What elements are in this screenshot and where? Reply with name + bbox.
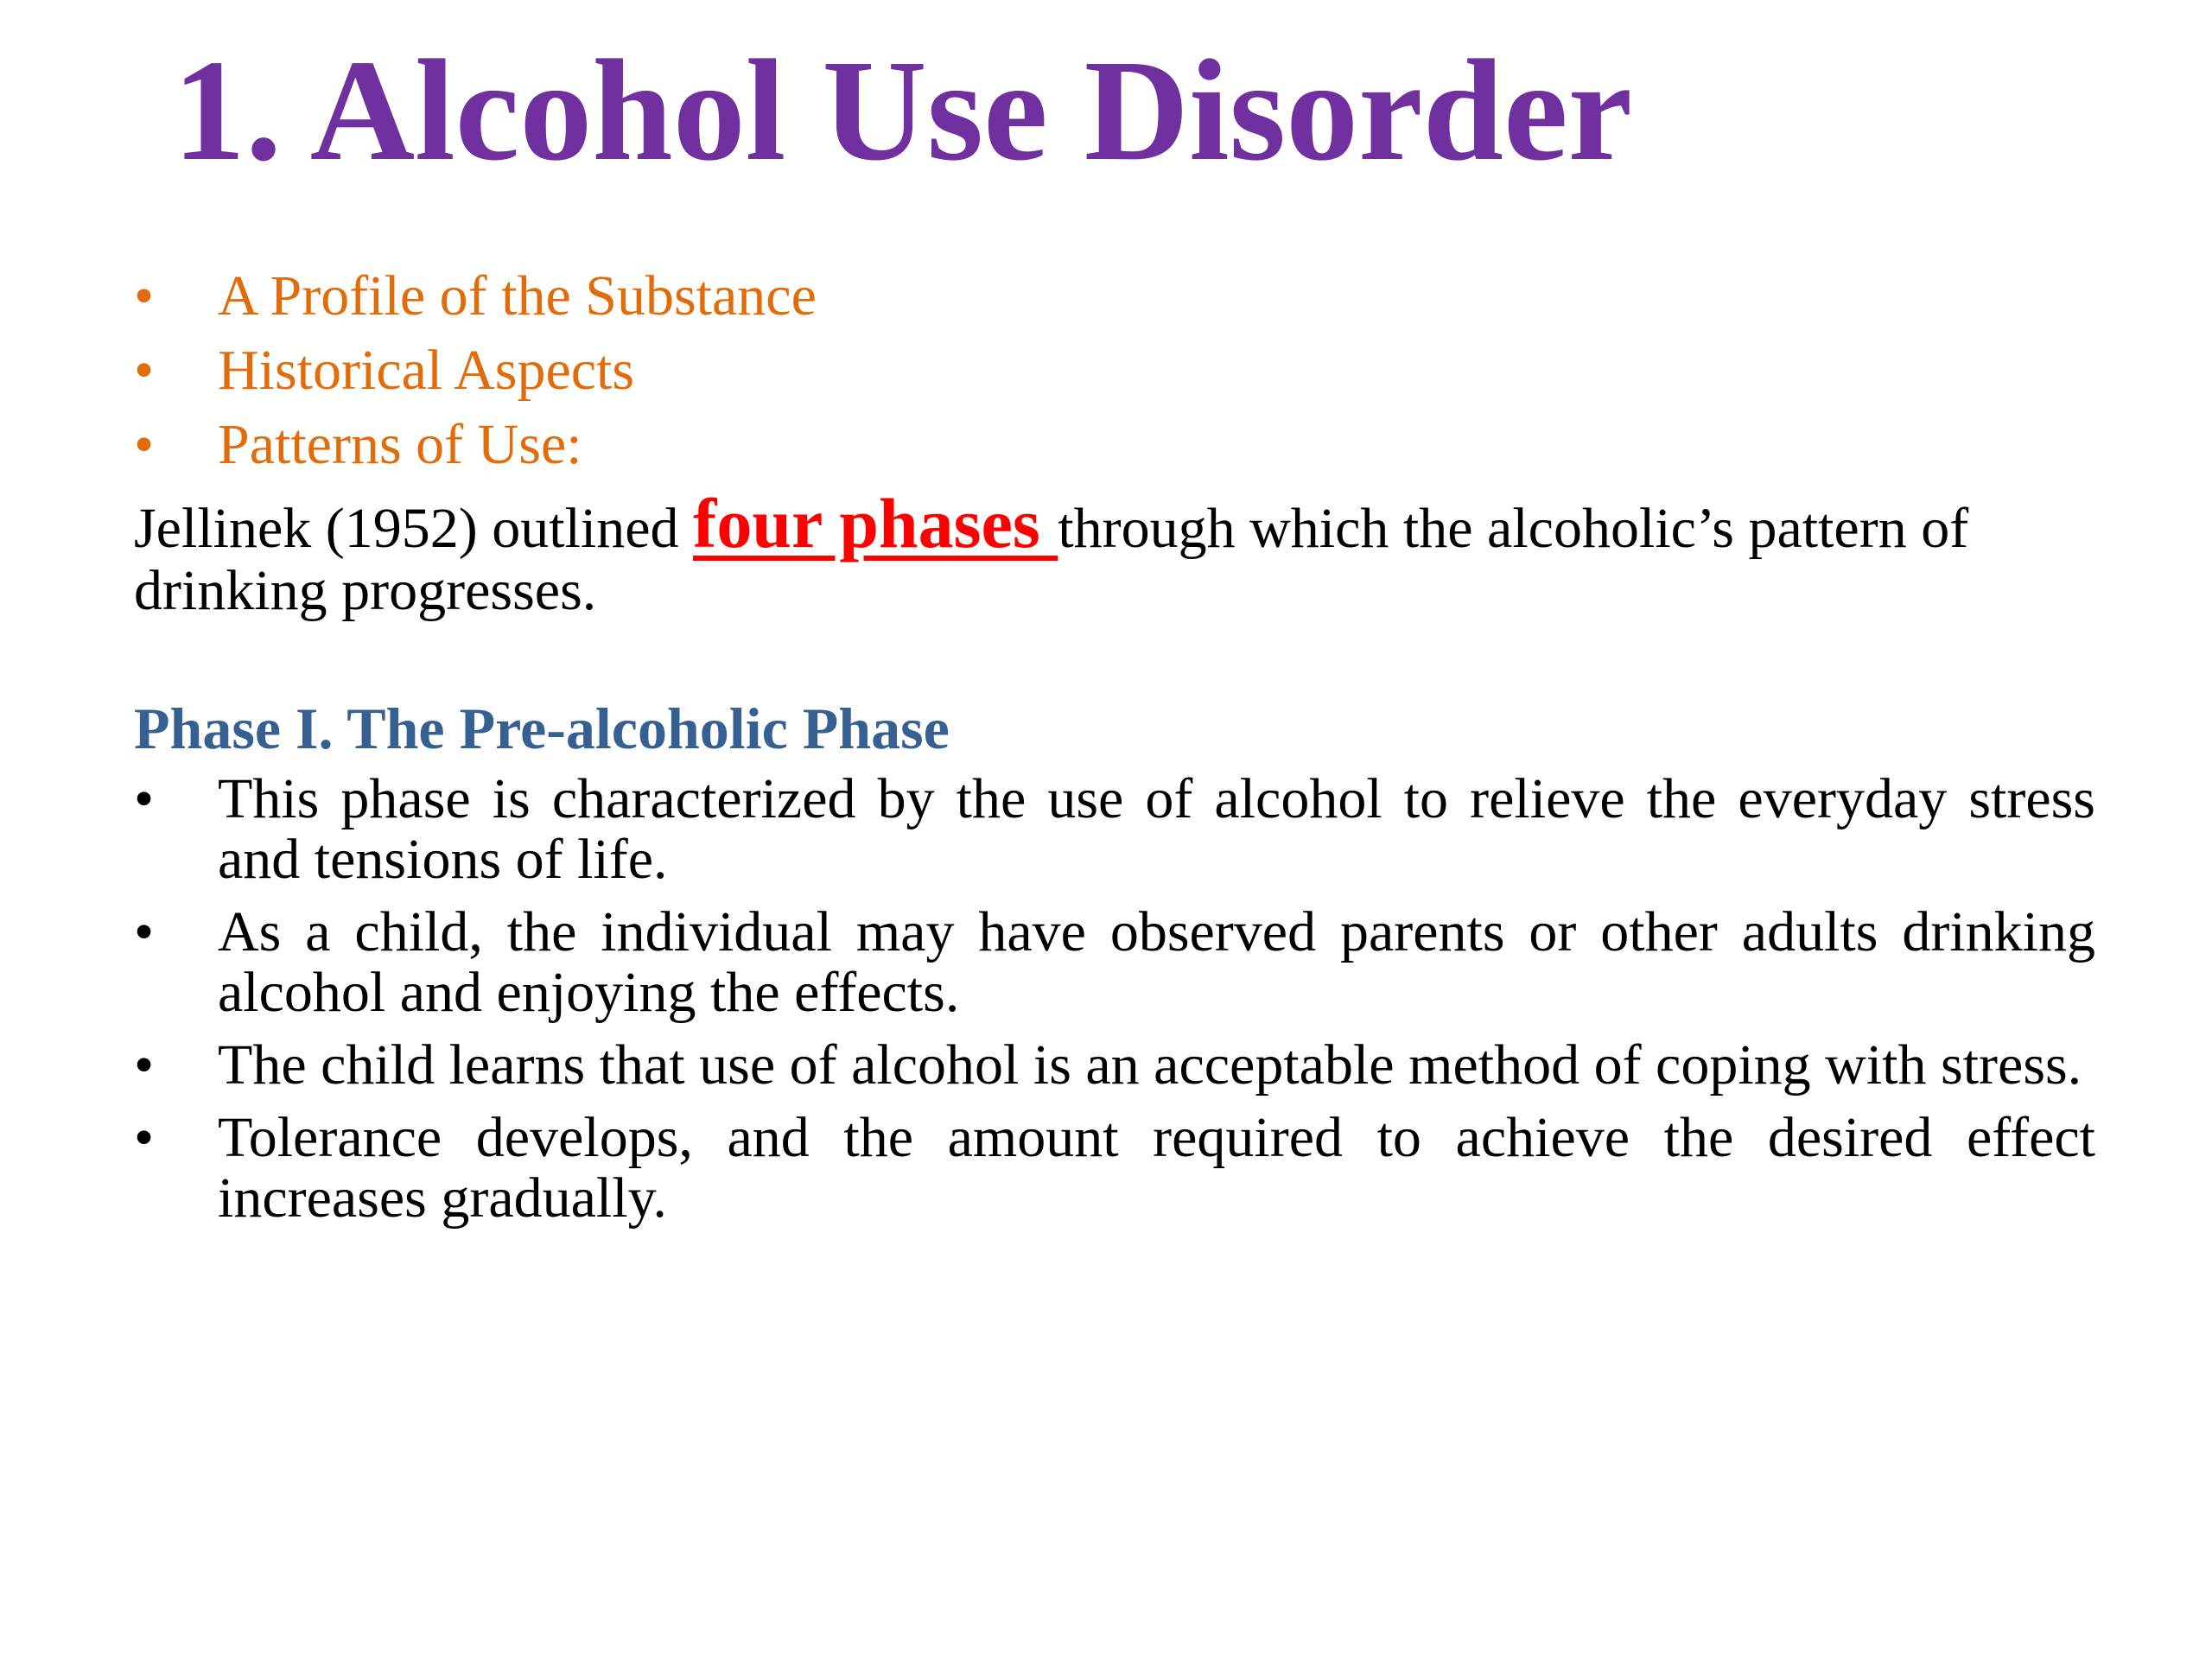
phase-point-text: The child learns that use of alcohol is an acceptable method of coping with stress.	[218, 1033, 2082, 1096]
bullet-icon: •	[134, 1033, 155, 1096]
topic-item	[134, 334, 817, 408]
phase-point-text: This phase is characterized by the use of alcohol to relieve the everyday stress and tensions of life.	[218, 767, 2095, 891]
phase-point	[134, 769, 2095, 890]
phase-point	[134, 1035, 2095, 1096]
bullet-icon: •	[134, 264, 155, 327]
phase-heading: Phase I. The Pre-alcoholic Phase	[134, 696, 950, 761]
topic-label: Patterns of Use:	[218, 413, 582, 476]
phase-point-text: Tolerance develops, and the amount required to achieve the desired effect increases gradually.	[218, 1106, 2095, 1230]
topic-label: Historical Aspects	[218, 339, 635, 402]
intro-text-before: Jellinek (1952) outlined	[134, 497, 694, 560]
topic-item	[134, 259, 817, 334]
intro-emphasis: four phases	[693, 484, 1058, 563]
topic-item	[134, 408, 817, 482]
bullet-icon: •	[134, 1106, 155, 1169]
topic-label: A Profile of the Substance	[218, 264, 817, 327]
bullet-icon: •	[134, 900, 155, 963]
phase-point-text: As a child, the individual may have observed parents or other adults drinking alcohol and enjoying the effects.	[218, 900, 2095, 1024]
bullet-icon: •	[134, 413, 155, 476]
phase-point-list	[134, 769, 2095, 1241]
phase-point	[134, 902, 2095, 1023]
slide-title: 1. Alcohol Use Disorder	[173, 30, 1633, 191]
phase-point	[134, 1108, 2095, 1229]
intro-text-after: through which the alcoholic’s pattern of drinking progresses.	[134, 497, 1969, 622]
bullet-icon: •	[134, 339, 155, 402]
topic-list	[134, 259, 817, 482]
intro-paragraph	[134, 484, 2069, 622]
bullet-icon: •	[134, 767, 155, 830]
